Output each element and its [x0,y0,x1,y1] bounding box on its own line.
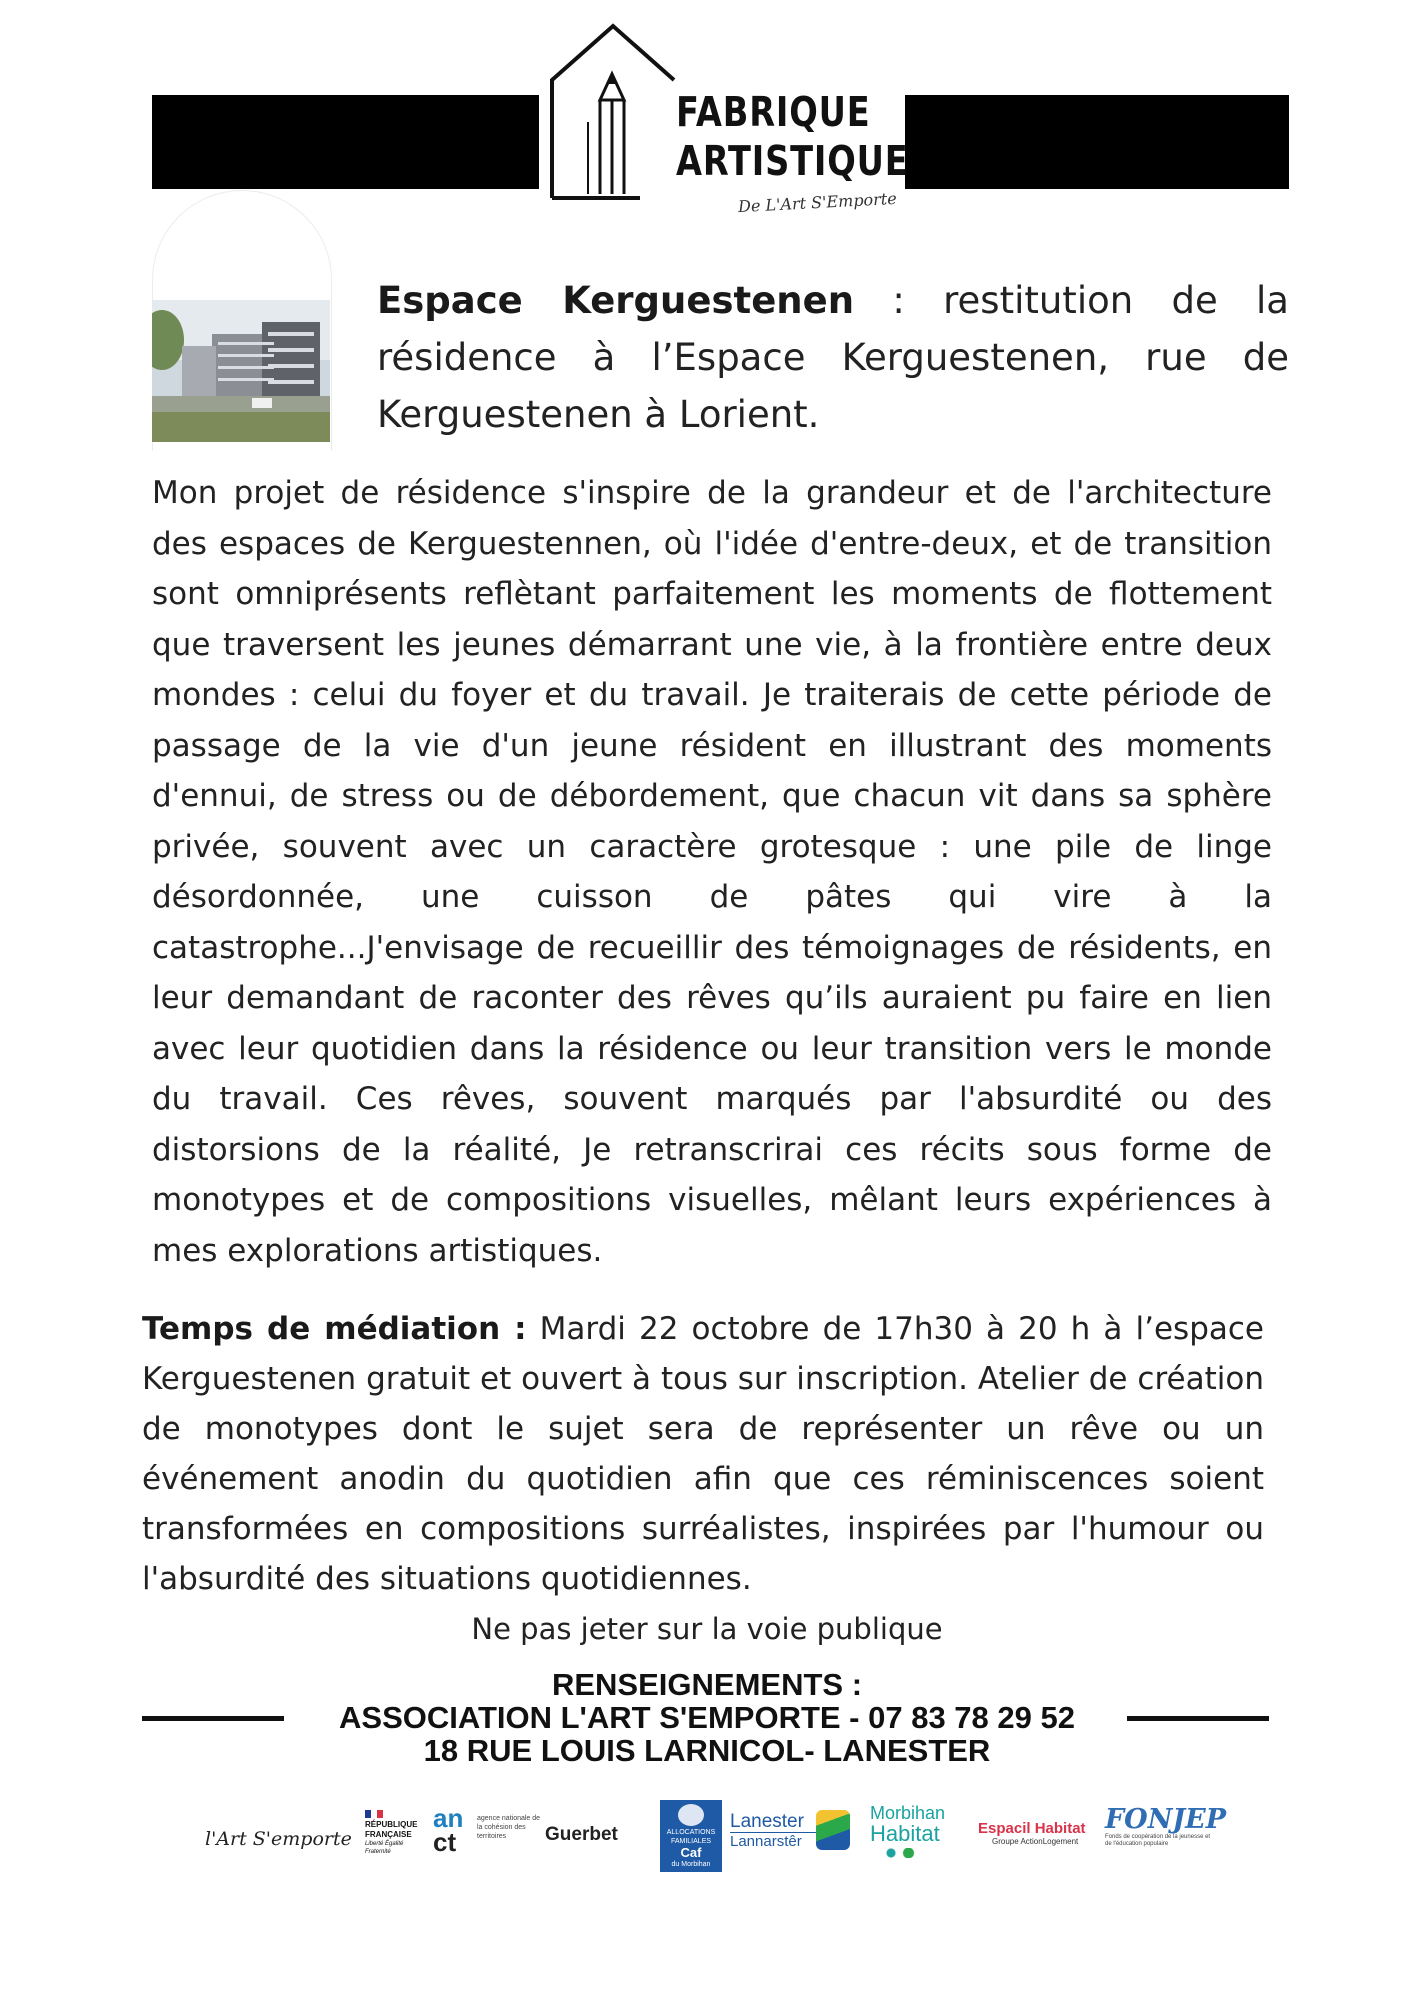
anct-letters-bottom: ct [433,1827,457,1857]
mediation-label: Temps de médiation : [142,1311,527,1347]
mediation-text: Mardi 22 octobre de 17h30 à 20 h à l’espace Kerguestenen gratuit et ouvert à tous sur inscription. Atelier de création de monotypes dont le sujet sera de représenter un rêve ou un événement anodin du quotidien afin que ces réminiscences soient transformées en compositions surréalistes, inspirées par l'humour ou l'absurdité des situations quotidiennes. [142,1311,1264,1597]
rf-motto: Liberté Égalité Fraternité [365,1841,404,1855]
brand-signature: De L'Art S'Emporte [737,188,898,217]
fonjep-subtitle: Fonds de coopération de la jeunesse et de l'éducation populaire [1105,1834,1211,1847]
project-description: Mon projet de résidence s'inspire de la grandeur et de l'architecture des espaces de Kerguestennen, où l'idée d'entre-deux, et de transition sont omniprésents reflètant parfaitement les moments de flottement que traversent les jeunes démarrant une vie, à la frontière entre deux mondes : celui du foyer et du travail. Je traiterais de cette période de passage de la vie d'un jeune résident en illustrant des moments d'ennui, de stress ou de débordement, que chacun vit dans sa sphère privée, souvent avec un caractère grotesque : une pile de linge désordonnée, une cuisson de pâtes qui vire à la catastrophe...J'envisage de recueillir des témoignages de résidents, en leur demandant de raconter des rêves qu’ils auraient pu faire en lien avec leur quotidien dans la résidence ou leur transition vers le monde du travail. Ces rêves, souvent marqués par l'absurdité ou des distorsions de la réalité, Je retranscrirai ces récits sous forme de monotypes et de compositions visuelles, mêlant leurs expériences à mes explorations artistiques. [152,475,1272,1269]
morbihan-habitat-logo [870,1804,960,1858]
caf-line3: du Morbihan [671,1861,711,1868]
republique-francaise-logo [365,1810,425,1856]
brand-title [676,88,909,186]
partner-logos [205,1800,1265,1890]
marianne-icon [365,1810,383,1818]
fonjep-name: FONJEP [1105,1804,1227,1835]
lart-semporte-logo: l'Art S'emporte [205,1828,352,1850]
espacil-habitat-group: Groupe ActionLogement [992,1837,1079,1846]
contact-association-phone: ASSOCIATION L'ART S'EMPORTE - 07 83 78 29 52 [339,1700,1075,1735]
venue-intro [377,272,1289,443]
lanester-breton: Lannarstêr [730,1832,850,1851]
caf-line2: Caf [680,1845,702,1860]
contact-heading: RENSEIGNEMENTS : [551,1667,863,1702]
header-bar-right [905,95,1289,189]
caf-line1: ALLOCATIONS FAMILIALES [666,1829,716,1845]
contact-block [0,1668,1414,1767]
fonjep-logo [1105,1806,1225,1848]
brand-title-line1: FABRIQUE [676,88,871,136]
disposal-note: Ne pas jeter sur la voie publique [471,1612,943,1646]
mediation-section [142,1304,1264,1604]
rf-line1: RÉPUBLIQUE [365,1820,418,1829]
morbihan-habitat-line2: Habitat [870,1821,940,1846]
caf-emblem-icon [678,1804,704,1826]
caf-morbihan-logo [660,1800,722,1872]
rf-line2: FRANÇAISE [365,1830,412,1839]
espacil-habitat-logo [978,1820,1108,1846]
header-bar-left [152,95,539,189]
morbihan-dots-icon [870,1848,940,1858]
lanester-wave-icon [816,1810,850,1850]
anct-logo [433,1803,543,1857]
house-pencil-logo-icon [548,22,678,200]
building-photo [152,300,330,442]
morbihan-habitat-line1: Morbihan [870,1803,946,1823]
contact-address: 18 RUE LOUIS LARNICOL- LANESTER [423,1733,991,1768]
venue-name: Espace Kerguestenen [377,279,855,322]
anct-subtitle: agence nationale de la cohésion des territoires [477,1815,541,1840]
lanester-name: Lanester [730,1811,804,1832]
espacil-habitat-name: Espacil Habitat [978,1820,1086,1837]
lanester-logo [730,1812,850,1851]
venue-description: : restitution de la résidence à l’Espace Kerguestenen, rue de Kerguestenen à Lorient. [377,279,1289,436]
brand-title-line2: ARTISTIQUE [676,137,909,185]
anct-letters-top: an [433,1803,464,1833]
guerbet-logo: Guerbet [545,1824,618,1845]
